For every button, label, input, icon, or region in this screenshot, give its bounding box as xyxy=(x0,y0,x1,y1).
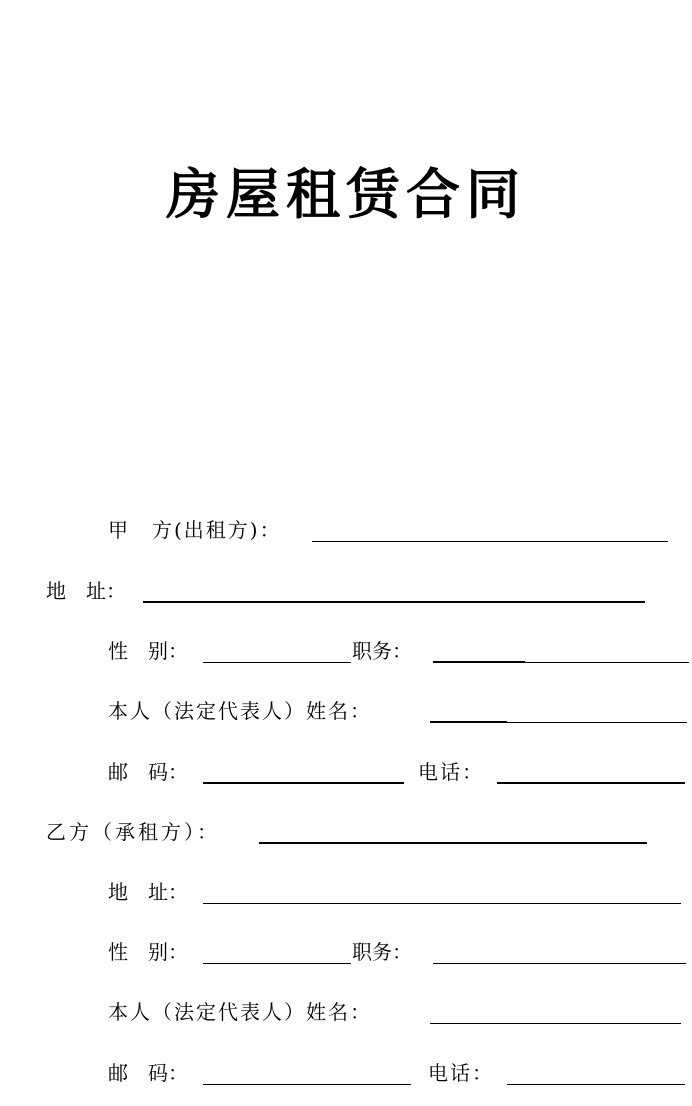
party-b-representative-row xyxy=(0,997,692,1027)
party-a-phone-label: 电话： xyxy=(418,760,484,784)
party-a-position-label: 职务： xyxy=(352,639,412,663)
party-b-name-field[interactable] xyxy=(259,842,647,844)
party-a-address-field[interactable] xyxy=(143,601,645,603)
party-a-gender-field[interactable] xyxy=(203,662,351,663)
party-a-gender-label: 性 别： xyxy=(108,639,188,663)
party-b-contact-row xyxy=(0,1058,692,1088)
party-a-address-row xyxy=(0,576,692,606)
party-b-gender-label: 性 别： xyxy=(108,940,188,964)
party-b-heading-row xyxy=(0,817,692,847)
party-a-representative-label: 本人（法定代表人）姓名： xyxy=(108,699,372,723)
party-a-address-label: 地 址： xyxy=(46,579,126,603)
party-a-representative-field[interactable] xyxy=(507,722,687,723)
party-a-postcode-label: 邮 码： xyxy=(108,760,188,784)
party-b-position-label: 职务： xyxy=(352,940,412,964)
party-b-representative-label: 本人（法定代表人）姓名： xyxy=(108,1000,372,1024)
party-a-representative-row xyxy=(0,696,692,726)
party-b-address-label: 地 址： xyxy=(108,880,188,904)
party-a-position-field[interactable] xyxy=(525,662,689,663)
party-a-postcode-field[interactable] xyxy=(203,782,404,784)
party-b-phone-label: 电话： xyxy=(428,1061,494,1085)
party-a-position-field-short[interactable] xyxy=(433,661,525,663)
party-a-heading-row xyxy=(0,515,692,545)
party-b-postcode-field[interactable] xyxy=(203,1084,411,1085)
party-b-gender-field[interactable] xyxy=(203,963,351,964)
document-title: 房屋租赁合同 xyxy=(166,162,526,226)
party-a-representative-field-short[interactable] xyxy=(430,721,507,723)
party-a-name-field[interactable] xyxy=(312,541,668,542)
party-a-gender-row xyxy=(0,636,692,666)
party-b-phone-field[interactable] xyxy=(507,1084,685,1085)
party-b-address-field[interactable] xyxy=(203,903,681,904)
party-b-address-row xyxy=(0,877,692,907)
party-a-phone-field[interactable] xyxy=(497,782,685,784)
party-b-representative-field[interactable] xyxy=(430,1023,681,1024)
party-b-position-field[interactable] xyxy=(433,963,686,964)
party-a-heading-label: 甲 方(出租方)： xyxy=(108,518,282,542)
party-a-contact-row xyxy=(0,757,692,787)
party-b-gender-row xyxy=(0,937,692,967)
party-b-heading-label: 乙方（承租方）： xyxy=(46,820,220,844)
party-b-postcode-label: 邮 码： xyxy=(108,1061,188,1085)
